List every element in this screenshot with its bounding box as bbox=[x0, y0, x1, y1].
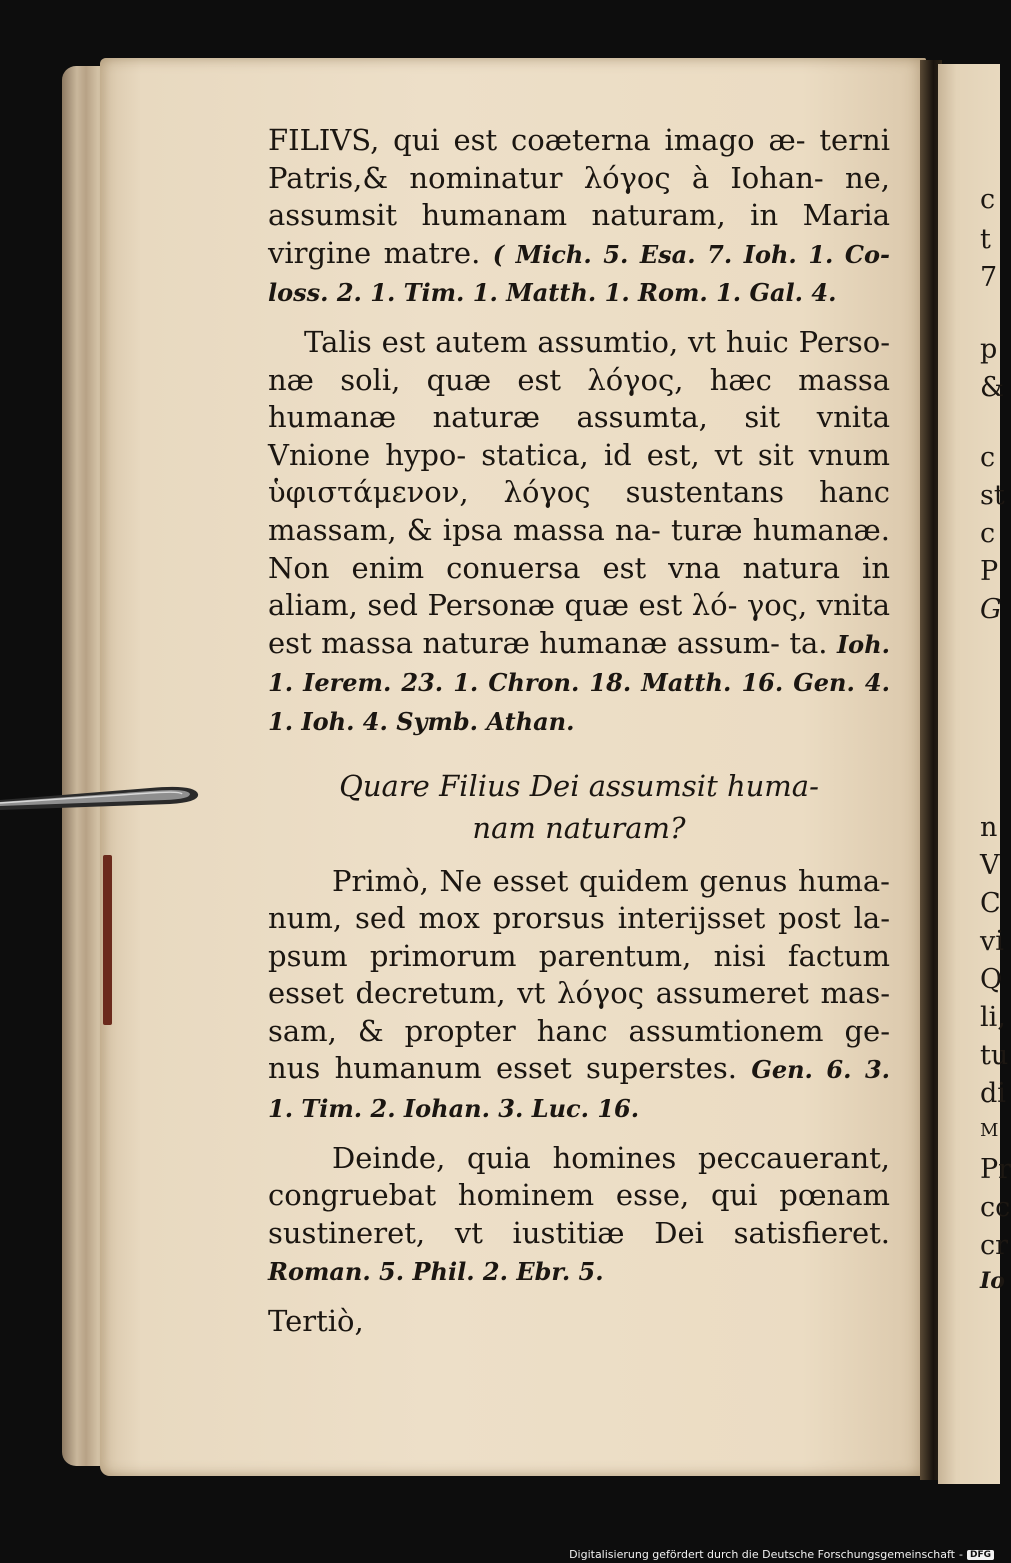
scripture-references: Roman. 5. Phil. 2. Ebr. 5. bbox=[268, 1257, 604, 1287]
facing-fragment: p bbox=[980, 334, 998, 365]
scripture-references: Gen. 6. 3. 1. Tim. 2. Iohan. 3. Luc. 16. bbox=[268, 1055, 891, 1124]
text-line: virgine matre. bbox=[268, 235, 481, 270]
text-line: næ soli, quæ est λόγος, hæc massa humanæ bbox=[268, 362, 890, 435]
text-line: Talis est autem assumtio, vt huic Perso- bbox=[304, 324, 890, 359]
facing-fragment: li, bbox=[980, 1002, 1006, 1033]
scripture-references: ( Mich. 5. Esa. 7. Ioh. 1. Co- loss. 2. 1. Tim. 1. Matth. 1. Rom. 1. Gal. 4. bbox=[268, 239, 890, 308]
page-text bbox=[268, 122, 890, 1341]
facing-fragment: 7 bbox=[980, 262, 998, 293]
facing-fragment: C bbox=[980, 888, 1001, 919]
text-line: turæ humanæ. Non enim conuersa est vna bbox=[268, 512, 891, 585]
text-line: statica, id est, vt sit vnum ὑφιστάμενον, λόγος bbox=[268, 437, 891, 510]
facing-fragment: V bbox=[980, 850, 1000, 881]
red-page-tab bbox=[103, 855, 112, 1025]
section-heading bbox=[268, 765, 890, 849]
text-line: Primò, Ne esset quidem genus huma- bbox=[332, 863, 890, 898]
facing-fragment: Pr bbox=[980, 1154, 1011, 1185]
facing-fragment: cr bbox=[980, 1230, 1009, 1261]
text-line: congruebat hominem esse, qui pœnam bbox=[268, 1178, 890, 1213]
text-line: sustentans hanc massam, & ipsa massa na- bbox=[268, 475, 891, 547]
facing-fragment: M bbox=[980, 1120, 999, 1141]
dfg-logo: DFG bbox=[967, 1550, 994, 1560]
facing-fragment: t bbox=[980, 224, 991, 255]
text-line: terni Patris,& nominatur λόγος à Iohan- bbox=[268, 123, 891, 195]
facing-fragment: c bbox=[980, 442, 996, 473]
text-line: FILIVS, qui est coæterna imago æ- bbox=[268, 123, 806, 157]
facing-fragment: c bbox=[980, 518, 996, 549]
text-line: ta. bbox=[789, 625, 828, 660]
facing-fragment: st bbox=[980, 480, 1005, 511]
text-line: natura in aliam, sed Personæ quæ est λό- bbox=[268, 550, 890, 623]
text-line: nus humanum esset superstes. bbox=[268, 1051, 737, 1086]
credit-text: Digitalisierung gefördert durch die Deutsche Forschungsgemeinschaft bbox=[569, 1548, 955, 1561]
facing-fragment: n bbox=[980, 812, 998, 843]
facing-fragment: P bbox=[980, 556, 999, 587]
facing-fragment: Q bbox=[980, 964, 1003, 995]
text-line: esset decretum, vt λόγος assumeret mas- bbox=[268, 976, 890, 1011]
text-line: sam, & propter hanc assumtionem ge- bbox=[268, 1013, 890, 1048]
paragraph-filius bbox=[268, 122, 890, 312]
text-line: num, sed mox prorsus interijsset post la- bbox=[268, 901, 890, 936]
heading-line: nam naturam? bbox=[472, 810, 686, 845]
paragraph-talis bbox=[268, 324, 890, 741]
paragraph-primo bbox=[268, 863, 890, 1128]
text-line: sustineret, vt iustitiæ Dei satisfieret. bbox=[268, 1215, 890, 1250]
heading-line: Quare Filius Dei assumsit huma- bbox=[339, 768, 819, 803]
text-line: psum primorum parentum, nisi factum bbox=[268, 938, 890, 973]
text-line: ne, assumsit humanam naturam, in Maria bbox=[268, 160, 891, 233]
text-line: γος, vnita est massa naturæ humanæ assum- bbox=[268, 588, 891, 660]
facing-page bbox=[938, 64, 1011, 1484]
text-line: naturæ assumta, sit vnita Vnione hypo- bbox=[268, 400, 890, 472]
paragraph-deinde bbox=[268, 1140, 890, 1291]
text-line: Deinde, quia homines peccauerant, bbox=[332, 1140, 890, 1175]
funding-credit: Digitalisierung gefördert durch die Deutsche Forschungsgemeinschaft - DFG bbox=[569, 1548, 994, 1561]
facing-fragment: Io bbox=[980, 1268, 1005, 1294]
scripture-references: Ioh. 1. Ierem. 23. 1. Chron. 18. Matth. 16. Gen. 4. 1. Ioh. 4. Symb. Athan. bbox=[268, 629, 890, 736]
facing-fragment: G bbox=[980, 594, 1002, 625]
facing-fragment: & bbox=[980, 372, 1005, 403]
facing-fragment: tu bbox=[980, 1040, 1009, 1071]
catchword: Tertiò, bbox=[268, 1304, 364, 1339]
footer bbox=[0, 1478, 1000, 1563]
page-clip-icon bbox=[0, 780, 205, 814]
facing-fragment: cc bbox=[980, 1192, 1011, 1223]
facing-fragment: c bbox=[980, 184, 996, 215]
facing-fragment: di bbox=[980, 1078, 1006, 1109]
facing-fragment: vi bbox=[980, 926, 1004, 957]
